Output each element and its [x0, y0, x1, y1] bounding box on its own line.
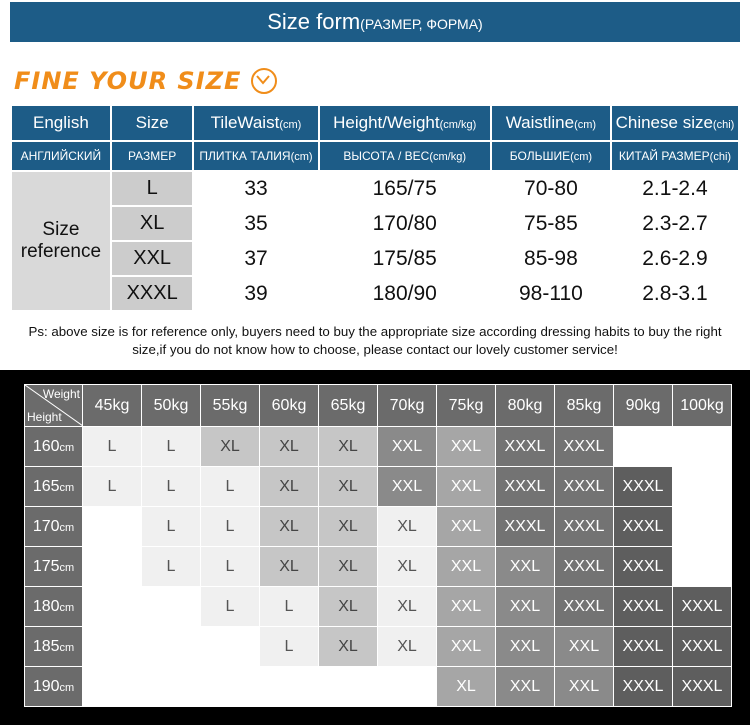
height-unit: cm — [59, 481, 75, 494]
size-grid-cell: XXL — [437, 467, 496, 507]
weight-header-cell: 100kg — [673, 385, 732, 427]
header-en-label: Size — [135, 113, 169, 132]
size-grid-cell: L — [260, 587, 319, 627]
size-reference-table — [10, 104, 740, 312]
height-unit: cm — [59, 641, 75, 654]
fine-your-size-text: FINE YOUR SIZE — [14, 67, 242, 95]
size-grid-cell — [378, 667, 437, 707]
size-grid-cell: XL — [319, 507, 378, 547]
height-value: 190 — [32, 677, 60, 695]
size-grid-cell: XXXL — [614, 547, 673, 587]
size-grid-cell: XL — [319, 547, 378, 587]
height-row — [25, 507, 732, 547]
size-grid — [24, 384, 732, 707]
height-label-cell — [25, 587, 83, 627]
size-grid-cell — [83, 587, 142, 627]
weight-header-cell: 75kg — [437, 385, 496, 427]
size-grid-cell: XXXL — [614, 507, 673, 547]
height-value: 185 — [32, 637, 60, 655]
size-grid-cell: XXXL — [555, 587, 614, 627]
cell-chinese: 2.6-2.9 — [612, 242, 738, 275]
header-en-1 — [112, 106, 193, 140]
cell-size: XXL — [112, 242, 193, 275]
size-grid-cell: L — [142, 507, 201, 547]
cell-height-weight: 180/90 — [320, 277, 490, 310]
cell-height-weight: 175/85 — [320, 242, 490, 275]
size-grid-cell — [614, 427, 673, 467]
header-ru-2 — [194, 142, 317, 170]
weight-header-cell: 65kg — [319, 385, 378, 427]
size-grid-cell: XXXL — [496, 467, 555, 507]
size-grid-cell: XXL — [378, 467, 437, 507]
weight-header-cell: 55kg — [201, 385, 260, 427]
size-grid-cell — [142, 587, 201, 627]
size-grid-cell: L — [260, 627, 319, 667]
height-label-cell — [25, 667, 83, 707]
weight-header-cell: 90kg — [614, 385, 673, 427]
height-row — [25, 667, 732, 707]
cell-size: XL — [112, 207, 193, 240]
height-label-cell — [25, 627, 83, 667]
size-reference-label: Size reference — [12, 172, 110, 310]
size-grid-cell: L — [142, 467, 201, 507]
header-en-unit: (chi) — [712, 119, 735, 131]
fine-your-size-banner — [14, 64, 277, 98]
size-grid-cell — [83, 507, 142, 547]
header-en-4 — [492, 106, 610, 140]
size-grid-cell: XXL — [555, 667, 614, 707]
size-grid-cell: L — [201, 467, 260, 507]
height-value: 165 — [32, 477, 60, 495]
header-title: Size form — [267, 9, 361, 34]
header-ru-unit: (cm/kg) — [429, 151, 467, 163]
cell-waistline: 75-85 — [492, 207, 610, 240]
height-unit: cm — [59, 601, 75, 614]
size-grid-cell: XL — [319, 627, 378, 667]
corner-cell — [25, 385, 83, 427]
header-subtitle: (РАЗМЕР, ФОРМА) — [360, 16, 483, 32]
height-label-cell — [25, 507, 83, 547]
size-grid-cell — [319, 667, 378, 707]
size-grid-cell: L — [142, 547, 201, 587]
size-grid-cell: XL — [319, 467, 378, 507]
size-grid-cell — [673, 467, 732, 507]
size-grid-cell: XXL — [496, 667, 555, 707]
size-grid-cell: XL — [260, 547, 319, 587]
size-row — [12, 277, 738, 310]
size-grid-cell: XL — [260, 467, 319, 507]
header-en-0 — [12, 106, 110, 140]
size-grid-cell — [201, 667, 260, 707]
size-grid-cell — [83, 627, 142, 667]
height-row — [25, 427, 732, 467]
height-label-cell — [25, 467, 83, 507]
height-value: 160 — [32, 437, 60, 455]
size-grid-cell: XXXL — [555, 507, 614, 547]
size-grid-cell — [260, 667, 319, 707]
weight-header-cell: 60kg — [260, 385, 319, 427]
header-ru-label: ВЫСОТА / ВЕС — [343, 149, 430, 163]
cell-waistline: 98-110 — [492, 277, 610, 310]
weight-header-row — [25, 385, 732, 427]
height-value: 175 — [32, 557, 60, 575]
header-en-unit: (cm) — [574, 119, 597, 131]
header-en-unit: (cm/kg) — [439, 119, 477, 131]
header-ru-5 — [612, 142, 738, 170]
size-grid-cell: XXXL — [614, 587, 673, 627]
reference-note: Ps: above size is for reference only, buyers need to buy the appropriate size according dressing habits to buy the right size,if you do not know how to choose, please contact our lovely customer service! — [28, 324, 722, 357]
size-grid-cell: XXL — [437, 427, 496, 467]
size-grid-cell: XL — [378, 587, 437, 627]
size-grid-cell: XL — [260, 507, 319, 547]
size-grid-cell: XXXL — [673, 587, 732, 627]
size-grid-cell: XXXL — [496, 427, 555, 467]
height-unit: cm — [59, 681, 75, 694]
header-ru-unit: (cm) — [290, 151, 313, 163]
header-ru-0 — [12, 142, 110, 170]
cell-height-weight: 165/75 — [320, 172, 490, 205]
header-ru-4 — [492, 142, 610, 170]
height-label-cell — [25, 547, 83, 587]
height-value: 180 — [32, 597, 60, 615]
cell-tile-waist: 39 — [194, 277, 317, 310]
header-ru-3 — [320, 142, 490, 170]
size-grid-cell — [142, 667, 201, 707]
header-ru-label: КИТАЙ РАЗМЕР — [618, 149, 710, 163]
size-form-header — [10, 2, 740, 42]
header-ru-1 — [112, 142, 193, 170]
size-grid-cell: XL — [378, 627, 437, 667]
height-unit: cm — [59, 521, 75, 534]
size-grid-cell: L — [83, 467, 142, 507]
size-row — [12, 242, 738, 275]
size-grid-cell: XXL — [437, 627, 496, 667]
cell-chinese: 2.8-3.1 — [612, 277, 738, 310]
height-unit: cm — [59, 561, 75, 574]
size-grid-cell: XXXL — [614, 467, 673, 507]
size-grid-cell: XXL — [555, 627, 614, 667]
size-grid-cell — [673, 507, 732, 547]
chevron-down-circle-icon — [251, 68, 277, 94]
size-grid-cell: L — [201, 587, 260, 627]
size-grid-cell — [83, 667, 142, 707]
cell-chinese: 2.3-2.7 — [612, 207, 738, 240]
header-en-5 — [612, 106, 738, 140]
size-grid-cell — [142, 627, 201, 667]
size-grid-cell: XL — [378, 547, 437, 587]
size-grid-cell: L — [142, 427, 201, 467]
size-grid-cell: XXL — [496, 627, 555, 667]
height-weight-chart — [10, 376, 740, 716]
size-grid-cell: L — [201, 507, 260, 547]
size-grid-table — [24, 384, 732, 707]
header-ru-label: ПЛИТКА ТАЛИЯ — [199, 149, 291, 163]
header-ru-unit: (cm) — [570, 151, 593, 163]
size-grid-cell: XXL — [496, 587, 555, 627]
cell-tile-waist: 37 — [194, 242, 317, 275]
header-en-2 — [194, 106, 317, 140]
cell-waistline: 70-80 — [492, 172, 610, 205]
header-row-english — [12, 106, 738, 140]
size-grid-cell: XXL — [437, 507, 496, 547]
cell-waistline: 85-98 — [492, 242, 610, 275]
weight-header-cell: 80kg — [496, 385, 555, 427]
height-unit: cm — [59, 441, 75, 454]
header-row-russian — [12, 142, 738, 170]
header-en-3 — [320, 106, 490, 140]
size-grid-cell: XXL — [496, 547, 555, 587]
height-value: 170 — [32, 517, 60, 535]
size-grid-cell: XL — [378, 507, 437, 547]
size-grid-cell — [673, 547, 732, 587]
header-ru-unit: (chi) — [709, 151, 732, 163]
size-grid-cell: XXL — [437, 587, 496, 627]
size-grid-cell: XL — [319, 587, 378, 627]
height-row — [25, 467, 732, 507]
header-en-unit: (cm) — [279, 119, 302, 131]
size-grid-cell: XXXL — [614, 627, 673, 667]
size-grid-cell — [673, 427, 732, 467]
size-grid-cell: XXXL — [496, 507, 555, 547]
cell-size: XXXL — [112, 277, 193, 310]
height-row — [25, 587, 732, 627]
header-ru-label: БОЛЬШИЕ — [509, 149, 571, 163]
size-grid-cell: L — [83, 427, 142, 467]
size-grid-cell: XL — [201, 427, 260, 467]
weight-header-cell: 45kg — [83, 385, 142, 427]
size-row — [12, 172, 738, 205]
cell-tile-waist: 35 — [194, 207, 317, 240]
header-en-label: TileWaist — [210, 113, 280, 132]
weight-header-cell: 70kg — [378, 385, 437, 427]
size-grid-cell: XXXL — [555, 467, 614, 507]
size-grid-cell: XXXL — [555, 547, 614, 587]
cell-size: L — [112, 172, 193, 205]
cell-chinese: 2.1-2.4 — [612, 172, 738, 205]
height-row — [25, 547, 732, 587]
size-grid-cell: XL — [437, 667, 496, 707]
height-row — [25, 627, 732, 667]
cell-tile-waist: 33 — [194, 172, 317, 205]
size-grid-cell: XXL — [378, 427, 437, 467]
header-ru-label: РАЗМЕР — [127, 149, 177, 163]
header-en-label: Chinese size — [615, 113, 713, 132]
header-en-label: Waistline — [505, 113, 575, 132]
header-ru-label: АНГЛИЙСКИЙ — [20, 149, 102, 163]
size-grid-cell: XXXL — [614, 667, 673, 707]
header-en-label: Height/Weight — [333, 113, 440, 132]
height-label: Height — [27, 410, 62, 424]
header-en-label: English — [33, 113, 89, 132]
size-grid-cell: XXXL — [673, 667, 732, 707]
height-label-cell — [25, 427, 83, 467]
size-grid-cell — [83, 547, 142, 587]
size-grid-cell: XXXL — [555, 427, 614, 467]
weight-header-cell: 85kg — [555, 385, 614, 427]
size-grid-cell: XL — [319, 427, 378, 467]
size-grid-cell — [201, 627, 260, 667]
cell-height-weight: 170/80 — [320, 207, 490, 240]
size-grid-cell: L — [201, 547, 260, 587]
weight-label: Weight — [42, 387, 80, 401]
size-grid-cell: XXXL — [673, 627, 732, 667]
size-grid-cell: XXL — [437, 547, 496, 587]
size-grid-cell: XL — [260, 427, 319, 467]
weight-header-cell: 50kg — [142, 385, 201, 427]
size-row — [12, 207, 738, 240]
